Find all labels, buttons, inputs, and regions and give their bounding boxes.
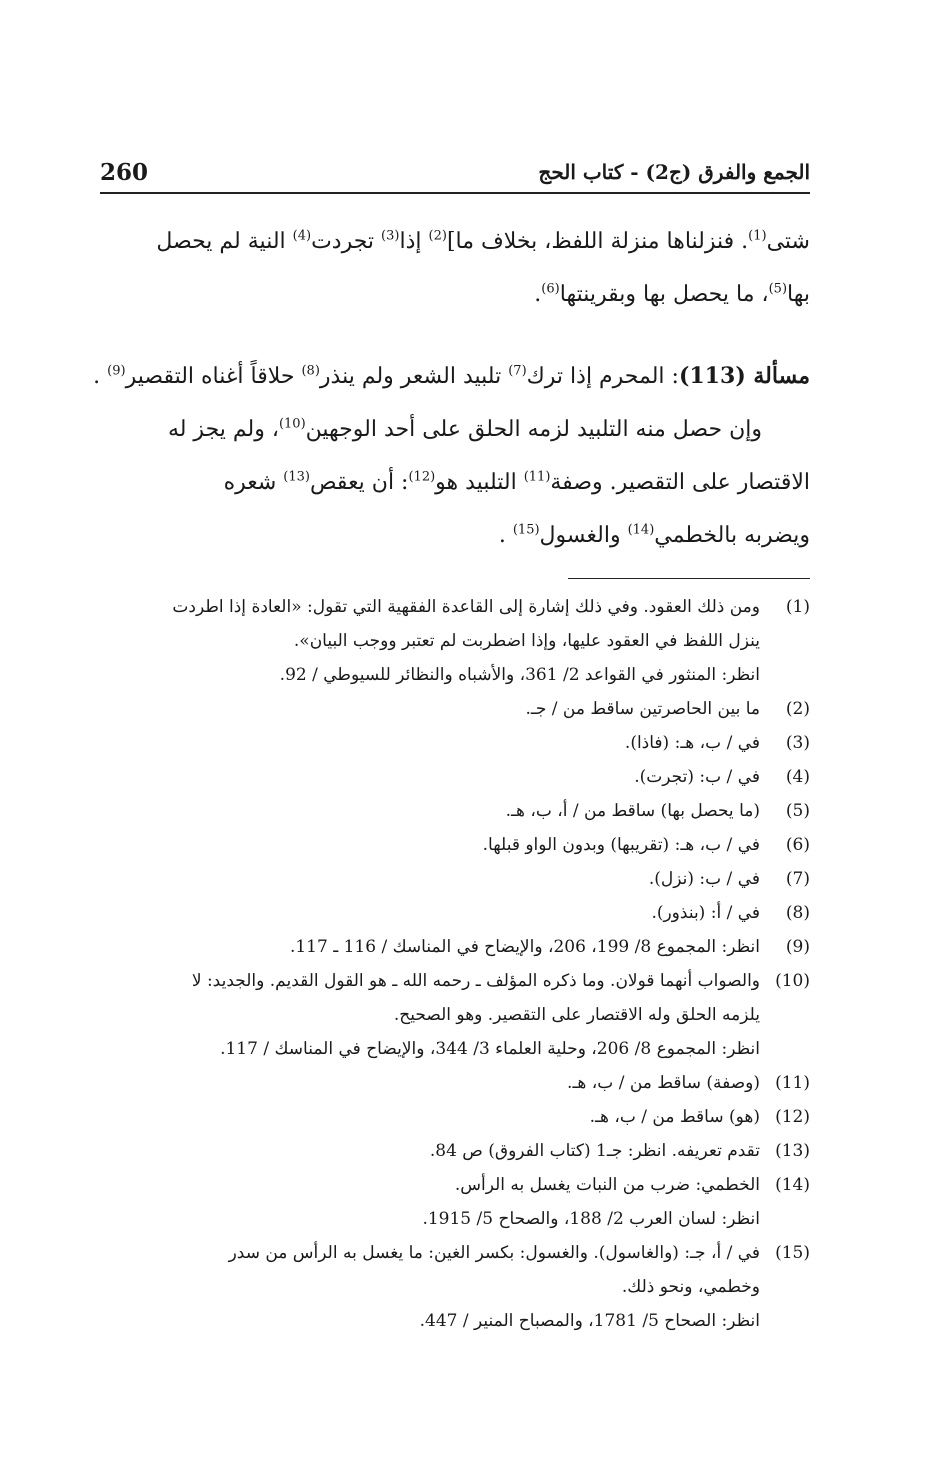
footnote-line: الخطمي: ضرب من النبات يغسل به الرأس. bbox=[454, 1175, 760, 1195]
footnote-text bbox=[100, 1236, 760, 1338]
footnote-number: (9) bbox=[785, 937, 810, 957]
footnote-ref: (14) bbox=[627, 522, 655, 538]
text-line: بها$^{(5)}$، ما يحصل بها وبقرينتها$^{(6)}$. bbox=[534, 281, 810, 307]
footnote-line: في / أ: (بنذور). bbox=[651, 903, 760, 923]
footnote-line: وخطمي، ونحو ذلك. bbox=[621, 1277, 760, 1297]
footnote bbox=[100, 1168, 810, 1236]
footnote bbox=[100, 794, 810, 828]
footnote-line: في / ب: (نزل). bbox=[648, 869, 760, 889]
footnote-ref: (1) bbox=[748, 228, 767, 244]
footnote-line: ومن ذلك العقود. وفي ذلك إشارة إلى القاعدة الفقهية التي تقول: «العادة إذا اطردت bbox=[172, 597, 760, 617]
footnote-ref: (5) bbox=[768, 281, 788, 297]
footnote-ref: (9) bbox=[107, 363, 126, 379]
footnote-line: (هو) ساقط من / ب، هـ. bbox=[589, 1107, 760, 1127]
footnote-text bbox=[100, 726, 760, 760]
footnote bbox=[100, 930, 810, 964]
footnote bbox=[100, 964, 810, 1066]
footnote-line: في / ب، هـ: (فاذا). bbox=[624, 733, 760, 753]
footnote bbox=[100, 1100, 810, 1134]
opening-paragraph bbox=[100, 215, 810, 321]
footnote-ref: (10) bbox=[278, 416, 306, 432]
footnote bbox=[100, 726, 810, 760]
footnote bbox=[100, 828, 810, 862]
footnote-number: (2) bbox=[785, 699, 810, 719]
footnote bbox=[100, 760, 810, 794]
text-line: شتى$^{(1)}$. فنزلناها منزلة اللفظ، بخلاف ما]$^{(2)}$ إذا$^{(3)}$ تجردت$^{(4)}$ النية لم يحصل bbox=[156, 228, 810, 254]
footnote-ref: (2) bbox=[428, 228, 447, 244]
footnote-number: (15) bbox=[775, 1243, 810, 1263]
footnote bbox=[100, 1134, 810, 1168]
footnote-line: تقدم تعريفه. انظر: جـ1 (كتاب الفروق) ص 84. bbox=[429, 1141, 760, 1161]
footnote-number: (13) bbox=[775, 1141, 810, 1161]
footnote-number: (10) bbox=[775, 971, 810, 991]
footnote-line: والصواب أنهما قولان. وما ذكره المؤلف ـ رحمه الله ـ هو القول القديم. والجديد: لا bbox=[191, 971, 760, 991]
footnote-number: (11) bbox=[775, 1073, 810, 1093]
footnote-number: (7) bbox=[785, 869, 810, 889]
footnote-text bbox=[100, 1066, 760, 1100]
footnote-line: انظر: الصحاح 5/ 1781، والمصباح المنير / 447. bbox=[419, 1311, 760, 1331]
text-line: مسألة (113): المحرم إذا ترك$^{(7)}$ تلبيد الشعر ولم ينذر$^{(8)}$ حلاقاً أغناه التقصير$^{(9)}$ . bbox=[93, 363, 810, 389]
footnote-text bbox=[100, 760, 760, 794]
footnote-number: (8) bbox=[785, 903, 810, 923]
footnote-line: في / أ، جـ: (والغاسول). والغسول: بكسر الغين: ما يغسل به الرأس من سدر bbox=[228, 1243, 760, 1263]
footnote-line: انظر: المجموع 8/ 199، 206، والإيضاح في المناسك / 116 ـ 117. bbox=[289, 937, 760, 957]
page-number: 260 bbox=[100, 158, 149, 186]
issue-paragraph bbox=[93, 350, 810, 562]
footnote-ref: (4) bbox=[292, 228, 312, 244]
footnote bbox=[100, 692, 810, 726]
book-title: الجمع والفرق (ج2) - كتاب الحج bbox=[538, 160, 810, 184]
footnote-ref: (15) bbox=[512, 522, 540, 538]
footnote-text bbox=[100, 1168, 760, 1236]
footnote bbox=[100, 1066, 810, 1100]
footnote-number: (5) bbox=[785, 801, 810, 821]
footnote bbox=[100, 1236, 810, 1338]
footnote-separator bbox=[568, 578, 810, 579]
text-line: الاقتصار على التقصير. وصفة$^{(11)}$ التلبيد هو$^{(12)}$: أن يعقص$^{(13)}$ شعره bbox=[223, 469, 810, 495]
footnote-line: انظر: المجموع 8/ 206، وحلية العلماء 3/ 344، والإيضاح في المناسك / 117. bbox=[220, 1039, 760, 1059]
footnote-number: (6) bbox=[785, 835, 810, 855]
footnote-text bbox=[100, 1100, 760, 1134]
footnote-text bbox=[100, 930, 760, 964]
footnote-ref: (3) bbox=[381, 228, 400, 244]
footnote bbox=[100, 590, 810, 692]
footnote-number: (3) bbox=[785, 733, 810, 753]
footnote-number: (4) bbox=[785, 767, 810, 787]
footnote-line: في / ب، هـ: (تقريبها) وبدون الواو قبلها. bbox=[482, 835, 760, 855]
footnote-text bbox=[100, 862, 760, 896]
footnote bbox=[100, 896, 810, 930]
footnote-ref: (11) bbox=[523, 469, 551, 485]
footnotes bbox=[100, 590, 810, 1338]
footnote-text bbox=[100, 828, 760, 862]
footnote-line: ما بين الحاصرتين ساقط من / جـ. bbox=[525, 699, 760, 719]
footnote-line: (ما يحصل بها) ساقط من / أ، ب، هـ. bbox=[505, 801, 760, 821]
footnote-text bbox=[100, 590, 760, 692]
footnote-ref: (7) bbox=[508, 363, 527, 379]
footnote-text bbox=[100, 692, 760, 726]
footnote-line: يلزمه الحلق وله الاقتصار على التقصير. وهو الصحيح. bbox=[393, 1005, 760, 1025]
footnote-ref: (6) bbox=[541, 281, 560, 297]
footnote-text bbox=[100, 794, 760, 828]
text-line: ويضربه بالخطمي$^{(14)}$ والغسول$^{(15)}$ . bbox=[498, 522, 810, 548]
footnote-ref: (13) bbox=[283, 469, 310, 485]
text-line: وإن حصل منه التلبيد لزمه الحلق على أحد الوجهين$^{(10)}$، ولم يجز له bbox=[167, 416, 762, 442]
issue-label: مسألة (113) bbox=[678, 363, 810, 389]
footnote-line: ينزل اللفظ في العقود عليها، وإذا اضطربت لم تعتبر ووجب البيان». bbox=[293, 631, 760, 651]
footnote-line: انظر: المنثور في القواعد 2/ 361، والأشباه والنظائر للسيوطي / 92. bbox=[279, 665, 760, 685]
footnote bbox=[100, 862, 810, 896]
footnote-ref: (12) bbox=[408, 469, 436, 485]
footnote-number: (1) bbox=[785, 597, 810, 617]
footnote-text bbox=[100, 1134, 760, 1168]
footnote-ref: (8) bbox=[301, 363, 320, 379]
footnote-text bbox=[100, 964, 760, 1066]
footnote-line: (وصفة) ساقط من / ب، هـ. bbox=[567, 1073, 760, 1093]
footnote-text bbox=[100, 896, 760, 930]
footnote-number: (14) bbox=[775, 1175, 810, 1195]
footnote-line: في / ب: (تجرت). bbox=[634, 767, 760, 787]
header-rule bbox=[100, 192, 810, 194]
running-header bbox=[100, 152, 810, 192]
footnote-number: (12) bbox=[775, 1107, 810, 1127]
footnote-line: انظر: لسان العرب 2/ 188، والصحاح 5/ 1915. bbox=[422, 1209, 760, 1229]
